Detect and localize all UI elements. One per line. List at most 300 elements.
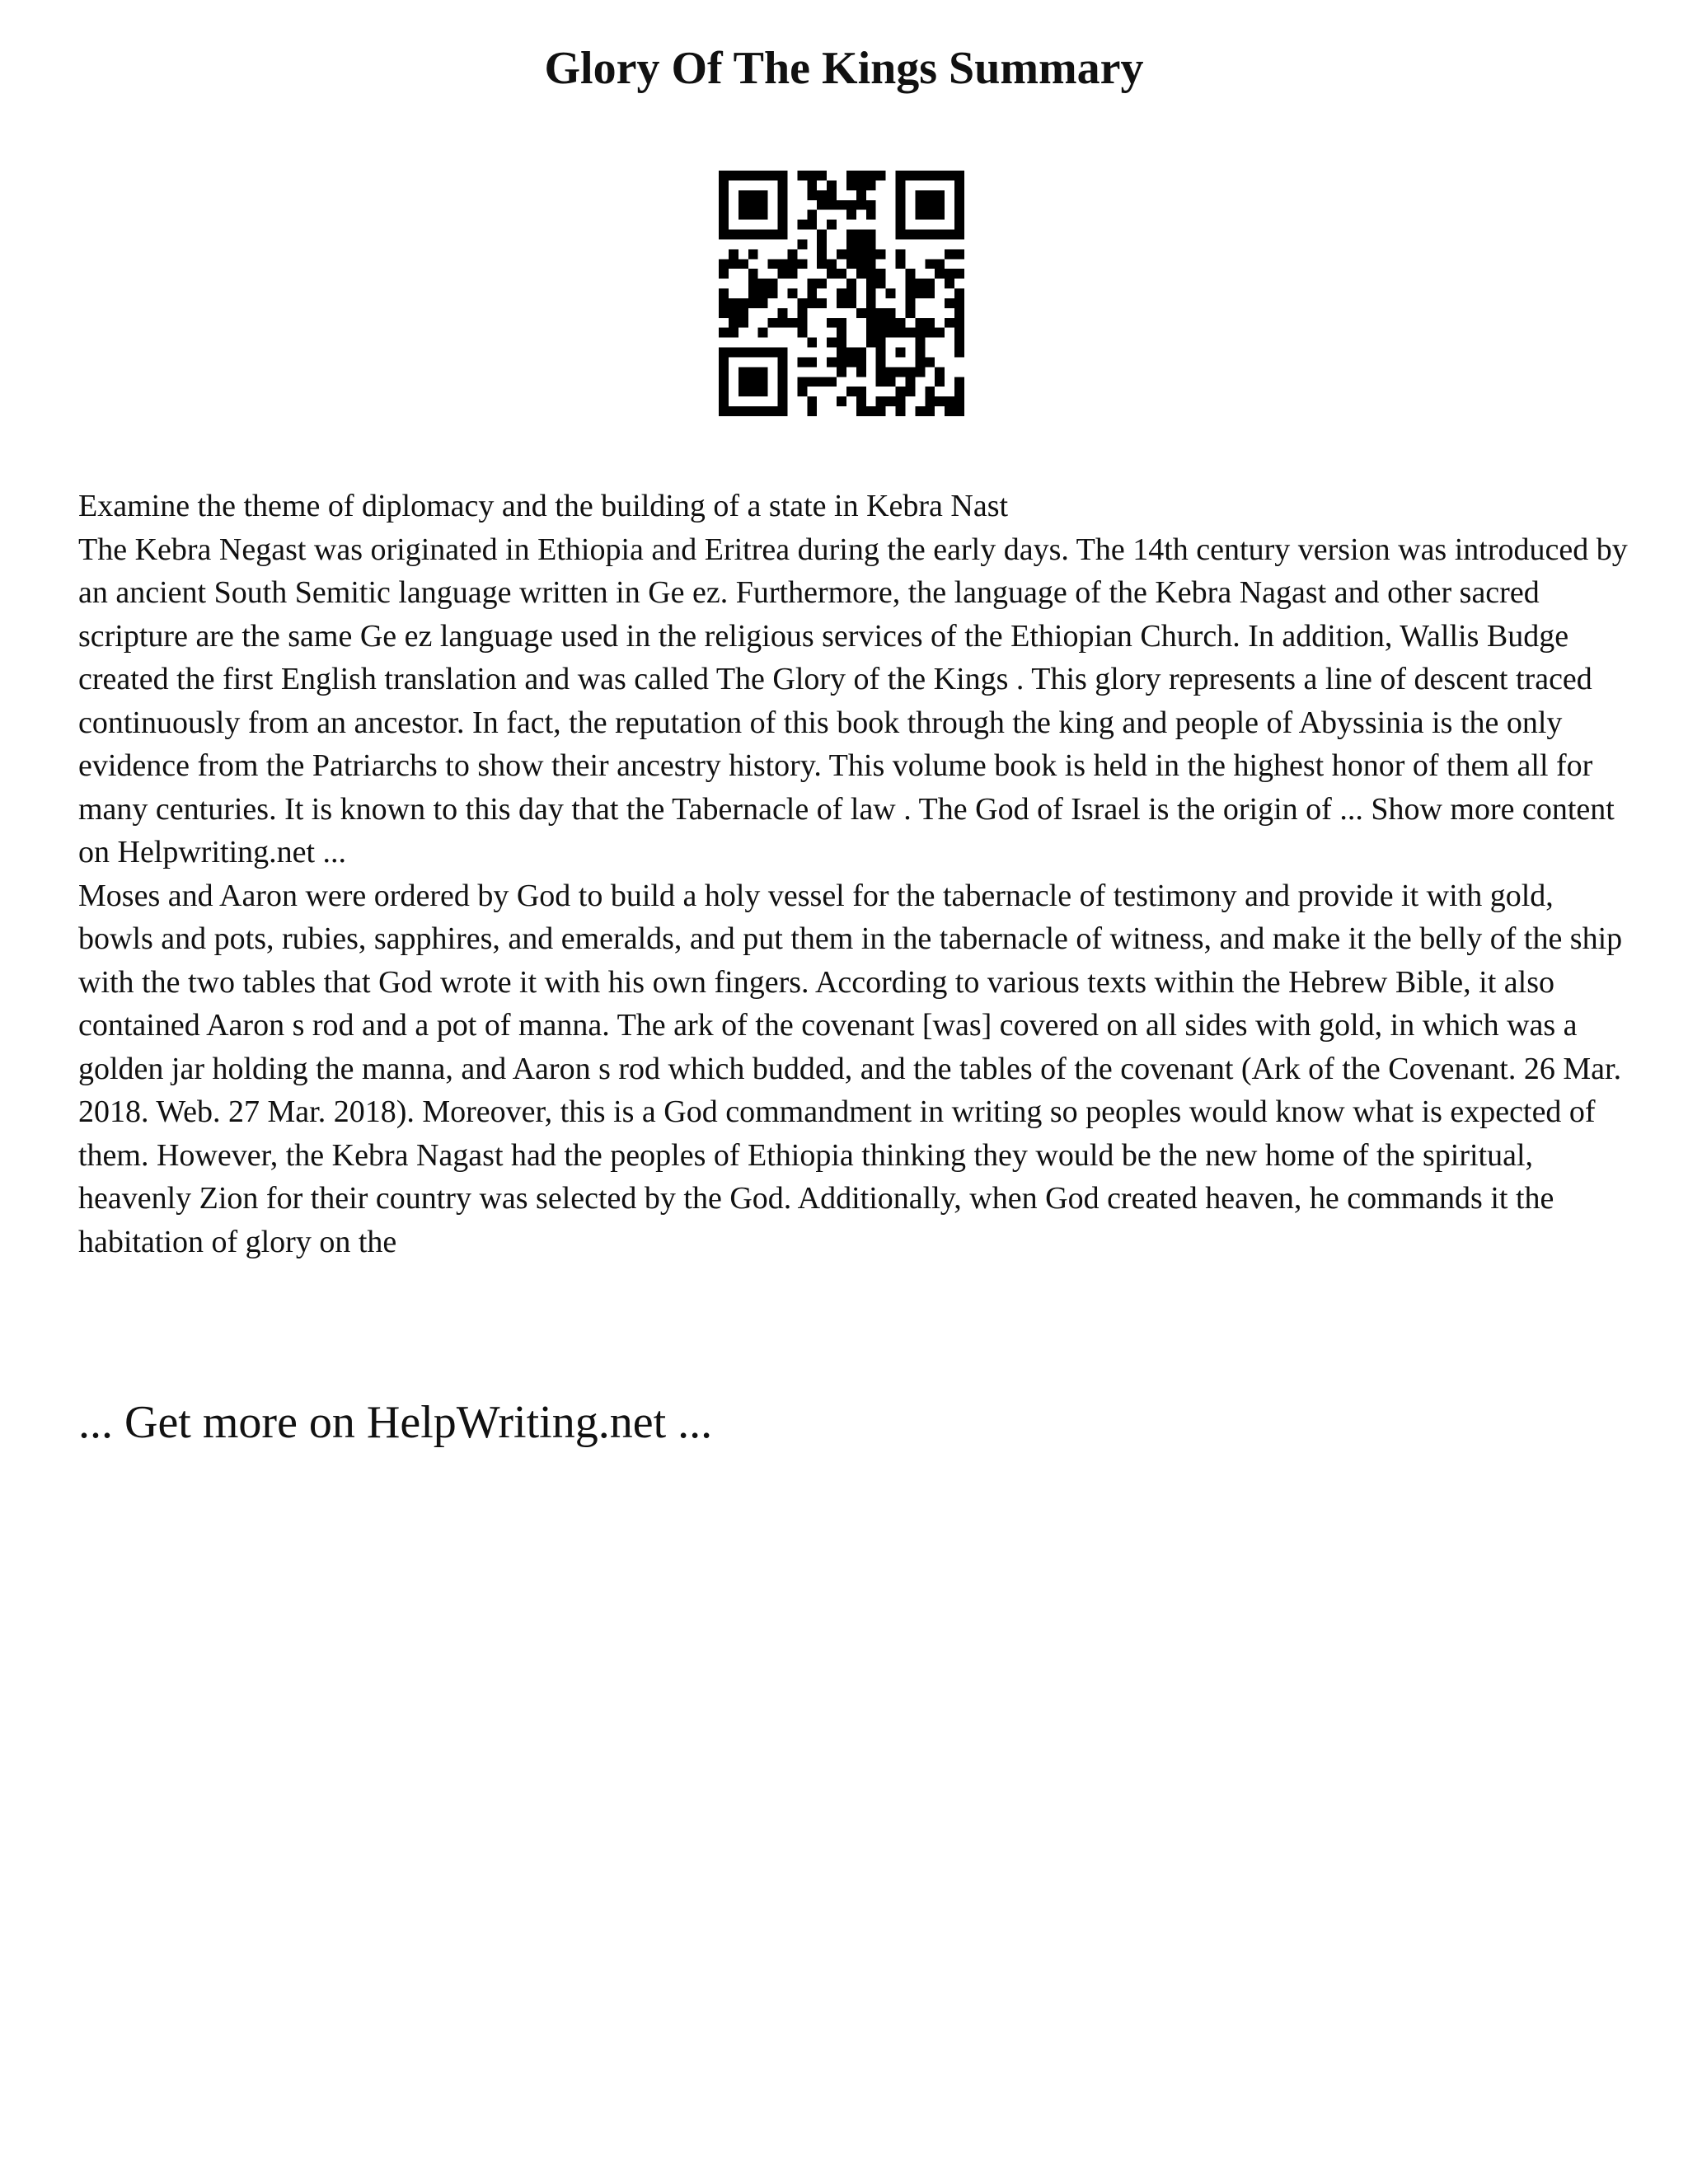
qr-module [945,249,954,259]
qr-module [827,259,837,269]
qr-module [827,269,837,279]
qr-module [856,308,866,318]
qr-module [797,259,807,269]
qr-module [945,279,954,288]
qr-module [729,318,738,328]
qr-module [719,210,729,220]
qr-module [915,318,925,328]
qr-module [748,171,758,180]
qr-module [866,210,876,220]
qr-module [915,288,925,298]
qr-module [797,357,807,367]
qr-module [837,357,846,367]
qr-module [817,377,827,387]
qr-module [738,377,748,387]
qr-module [866,279,876,288]
qr-module [846,171,856,180]
qr-code[interactable] [719,171,964,416]
qr-module [748,406,758,416]
qr-module [758,406,768,416]
qr-module [719,190,729,200]
qr-module [954,180,964,190]
qr-module [837,269,846,279]
qr-module [856,357,866,367]
qr-module [954,387,964,396]
qr-module [896,220,906,230]
qr-module [876,348,886,358]
qr-module [837,249,846,259]
qr-module [945,298,954,308]
qr-module [827,377,837,387]
qr-module [807,279,817,288]
qr-module [876,377,886,387]
qr-module [866,171,876,180]
qr-module [797,377,807,387]
qr-module [719,298,729,308]
qr-module [866,298,876,308]
qr-module [758,210,768,220]
qr-module [945,230,954,240]
qr-module [925,328,935,338]
qr-module [925,357,935,367]
qr-module [935,269,945,279]
qr-module [827,318,837,328]
qr-module [827,180,837,190]
qr-module [827,338,837,348]
qr-module [807,220,817,230]
qr-module [915,338,925,348]
qr-module [866,328,876,338]
article-paragraph: Moses and Aaron were ordered by God to build a holy vessel for the tabernacle of testimony and provide it with gold, bowls and pots, rubies, sapphires, and emeralds, and put them in the tabernacle of witness, and make it the belly of the ship with the two tables that God wrote it with his own fingers. According to various texts within the Hebrew Bible, it also contained Aaron s rod and a pot of manna. The ark of the covenant [was] covered on all sides with gold, in which was a golden jar holding the manna, and Aaron s rod which budded, and the tables of the covenant (Ark of the Covenant. 26 Mar. 2018. Web. 27 Mar. 2018). Moreover, this is a God commandment in writing so peoples would know what is expected of them. However, the Kebra Nagast had the peoples of Ethiopia thinking they would be the new home of the spiritual, heavenly Zion for their country was selected by the God. Additionally, when God created heaven, he commands it the habitation of glory on the [78,878,1623,1259]
qr-module [935,200,945,210]
qr-module [925,210,935,220]
qr-module [866,338,876,348]
qr-module [837,288,846,298]
qr-module [768,259,778,269]
qr-module [945,318,954,328]
article-body [78,485,1628,1263]
qr-module [935,230,945,240]
qr-module [837,200,846,210]
qr-module [856,230,866,240]
qr-module [925,200,935,210]
qr-module [807,396,817,406]
qr-module [866,180,876,190]
qr-module [935,171,945,180]
qr-module [719,348,729,358]
qr-module [817,230,827,240]
qr-module [827,220,837,230]
qr-module [758,279,768,288]
qr-module [797,387,807,396]
qr-module [768,318,778,328]
qr-module [797,239,807,249]
get-more-link[interactable]: ... Get more on HelpWriting.net ... [78,1397,713,1448]
qr-module [846,387,856,396]
qr-module [778,230,788,240]
qr-module [876,406,886,416]
qr-module [758,328,768,338]
qr-module [807,298,817,308]
qr-module [778,396,788,406]
qr-module [846,279,856,288]
qr-module [807,171,817,180]
qr-module [797,298,807,308]
qr-module [787,269,797,279]
qr-module [787,288,797,298]
qr-module [866,230,876,240]
qr-module [719,406,729,416]
qr-module [807,180,817,190]
qr-module [719,308,729,318]
qr-module [954,338,964,348]
qr-module [925,279,935,288]
qr-module [846,230,856,240]
qr-module [905,269,915,279]
qr-module [866,269,876,279]
qr-module [817,279,827,288]
qr-module [729,230,738,240]
qr-module [925,259,935,269]
qr-module [886,367,896,377]
qr-module [846,249,856,259]
qr-module [886,396,896,406]
qr-module [856,367,866,377]
page-title: Glory Of The Kings Summary [544,43,1144,94]
qr-module [905,298,915,308]
qr-module [876,338,886,348]
qr-module [896,348,906,358]
qr-module [719,259,729,269]
qr-module [758,230,768,240]
qr-module [954,230,964,240]
qr-module [758,171,768,180]
qr-module [866,200,876,210]
qr-module [778,210,788,220]
qr-module [738,318,748,328]
qr-module [876,171,886,180]
qr-module [778,171,788,180]
qr-module [856,171,866,180]
qr-module [905,279,915,288]
qr-module [856,406,866,416]
qr-module [797,318,807,328]
qr-module [719,269,729,279]
qr-module [935,210,945,220]
qr-module [954,171,964,180]
qr-module [896,210,906,220]
qr-module [925,230,935,240]
qr-module [896,180,906,190]
qr-module [807,210,817,220]
qr-module [837,367,846,377]
qr-module [807,357,817,367]
qr-module [856,387,866,396]
qr-module [896,367,906,377]
qr-module [886,377,896,387]
qr-module [778,318,788,328]
qr-module [719,220,729,230]
qr-module [954,318,964,328]
qr-module [925,396,935,406]
qr-module [719,230,729,240]
qr-module [896,230,906,240]
qr-module [738,259,748,269]
qr-module [778,220,788,230]
qr-module [778,269,788,279]
qr-module [768,230,778,240]
qr-module [758,298,768,308]
qr-module [807,406,817,416]
qr-module [837,298,846,308]
qr-module [738,367,748,377]
qr-module [837,328,846,338]
qr-module [729,406,738,416]
qr-module [905,288,915,298]
qr-module [954,396,964,406]
qr-module [905,171,915,180]
qr-module [748,269,758,279]
qr-module [787,318,797,328]
qr-module [837,348,846,358]
qr-module [738,171,748,180]
qr-module [876,308,886,318]
qr-module [738,190,748,200]
qr-module [886,318,896,328]
qr-module [935,396,945,406]
qr-module [886,308,896,318]
qr-module [876,367,886,377]
qr-module [846,200,856,210]
qr-module [954,210,964,220]
qr-module [846,348,856,358]
qr-module [905,377,915,387]
qr-module [748,249,758,259]
qr-module [729,328,738,338]
qr-module [758,200,768,210]
qr-module [758,387,768,396]
qr-module [856,180,866,190]
qr-module [797,220,807,230]
qr-module [778,200,788,210]
qr-module [846,210,856,220]
qr-module [807,338,817,348]
qr-module [856,269,866,279]
qr-module [778,190,788,200]
article-paragraph: The Kebra Negast was originated in Ethiopia and Eritrea during the early days. The 14th century version was introduced by an ancient South Semitic language written in Ge ez. Furthermore, the language of the Kebra Nagast and other sacred scripture are the same Ge ez language used in the religious services of the Ethiopian Church. In addition, Wallis Budge created the first English translation and was called The Glory of the Kings . This glory represents a line of descent traced continuously from an ancestor. In fact, the reputation of this book through the king and people of Abyssinia is the only evidence from the Patriarchs to show their ancestry history. This volume book is held in the highest honor of them all for many centuries. It is known to this day that the Tabernacle of law . The God of Israel is the origin of ... Show more content on Helpwriting.net ... [78,532,1628,869]
qr-module [846,357,856,367]
qr-module [876,396,886,406]
qr-module [729,249,738,259]
qr-module [837,338,846,348]
qr-module [787,249,797,259]
qr-module [729,171,738,180]
qr-module [738,308,748,318]
qr-module [719,357,729,367]
qr-module [738,210,748,220]
qr-module [778,259,788,269]
qr-module [729,308,738,318]
qr-module [876,318,886,328]
qr-module [719,396,729,406]
qr-module [758,288,768,298]
qr-module [778,308,788,318]
qr-module [738,348,748,358]
qr-module [778,367,788,377]
qr-module [748,190,758,200]
qr-module [797,328,807,338]
qr-module [729,348,738,358]
qr-module [945,406,954,416]
qr-module [866,318,876,328]
qr-module [876,357,886,367]
qr-module [866,406,876,416]
qr-module [827,200,837,210]
qr-module [758,190,768,200]
qr-module [915,328,925,338]
qr-module [915,210,925,220]
qr-module [905,230,915,240]
qr-module [748,210,758,220]
qr-module [954,348,964,358]
qr-module [866,259,876,269]
qr-module [856,348,866,358]
qr-module [915,279,925,288]
qr-module [954,200,964,210]
qr-module [729,298,738,308]
qr-module [954,190,964,200]
qr-module [856,200,866,210]
qr-module [738,298,748,308]
qr-module [935,190,945,200]
qr-module [738,230,748,240]
qr-module [846,288,856,298]
qr-module [915,171,925,180]
qr-module [719,288,729,298]
qr-module [935,328,945,338]
qr-module [896,387,906,396]
qr-module [768,348,778,358]
qr-module [738,406,748,416]
qr-module [787,259,797,269]
qr-module [954,328,964,338]
qr-module [768,279,778,288]
qr-module [768,288,778,298]
qr-module [905,387,915,396]
qr-module [719,367,729,377]
qr-module [945,396,954,406]
qr-module [846,259,856,269]
qr-module [925,318,935,328]
qr-module [758,377,768,387]
qr-module [778,406,788,416]
qr-module [896,249,906,259]
qr-module [925,288,935,298]
qr-module [719,200,729,210]
qr-module [905,367,915,377]
qr-module [817,249,827,259]
qr-module [935,377,945,387]
qr-module [807,377,817,387]
qr-module [817,190,827,200]
qr-module [915,230,925,240]
qr-module [837,318,846,328]
qr-module [817,200,827,210]
qr-module [954,377,964,387]
qr-module [817,171,827,180]
qr-module [954,269,964,279]
qr-module [915,357,925,367]
qr-module [935,259,945,269]
qr-module [856,190,866,200]
qr-module [837,396,846,406]
qr-module [856,239,866,249]
qr-module [876,269,886,279]
qr-module [768,406,778,416]
qr-module [866,239,876,249]
article-heading-line: Examine the theme of diplomacy and the building of a state in Kebra Nast [78,489,1009,523]
qr-module [748,348,758,358]
qr-module [925,406,935,416]
qr-module [945,269,954,279]
qr-module [896,328,906,338]
qr-module [846,180,856,190]
qr-module [915,348,925,358]
qr-module [856,396,866,406]
qr-module [729,259,738,269]
qr-module [797,171,807,180]
qr-module [748,279,758,288]
qr-module [738,200,748,210]
qr-module [778,387,788,396]
qr-module [846,239,856,249]
qr-module [827,357,837,367]
qr-module [817,298,827,308]
qr-module [719,180,729,190]
qr-module [915,200,925,210]
qr-module [905,308,915,318]
qr-code-icon [719,171,964,416]
qr-module [748,298,758,308]
qr-module [925,387,935,396]
qr-module [954,249,964,259]
qr-module [807,190,817,200]
qr-module [797,308,807,318]
qr-module [896,396,906,406]
qr-module [719,387,729,396]
qr-module [915,190,925,200]
qr-module [846,298,856,308]
qr-module [954,298,964,308]
qr-module [915,367,925,377]
qr-module [896,406,906,416]
qr-module [778,180,788,190]
qr-module [807,288,817,298]
qr-module [896,259,906,269]
qr-module [738,387,748,396]
qr-module [768,171,778,180]
qr-module [778,377,788,387]
qr-module [827,190,837,200]
qr-module [856,259,866,269]
qr-module [905,328,915,338]
qr-module [886,288,896,298]
qr-module [954,308,964,318]
qr-module [778,357,788,367]
qr-module [954,406,964,416]
qr-module [748,377,758,387]
qr-module [915,406,925,416]
